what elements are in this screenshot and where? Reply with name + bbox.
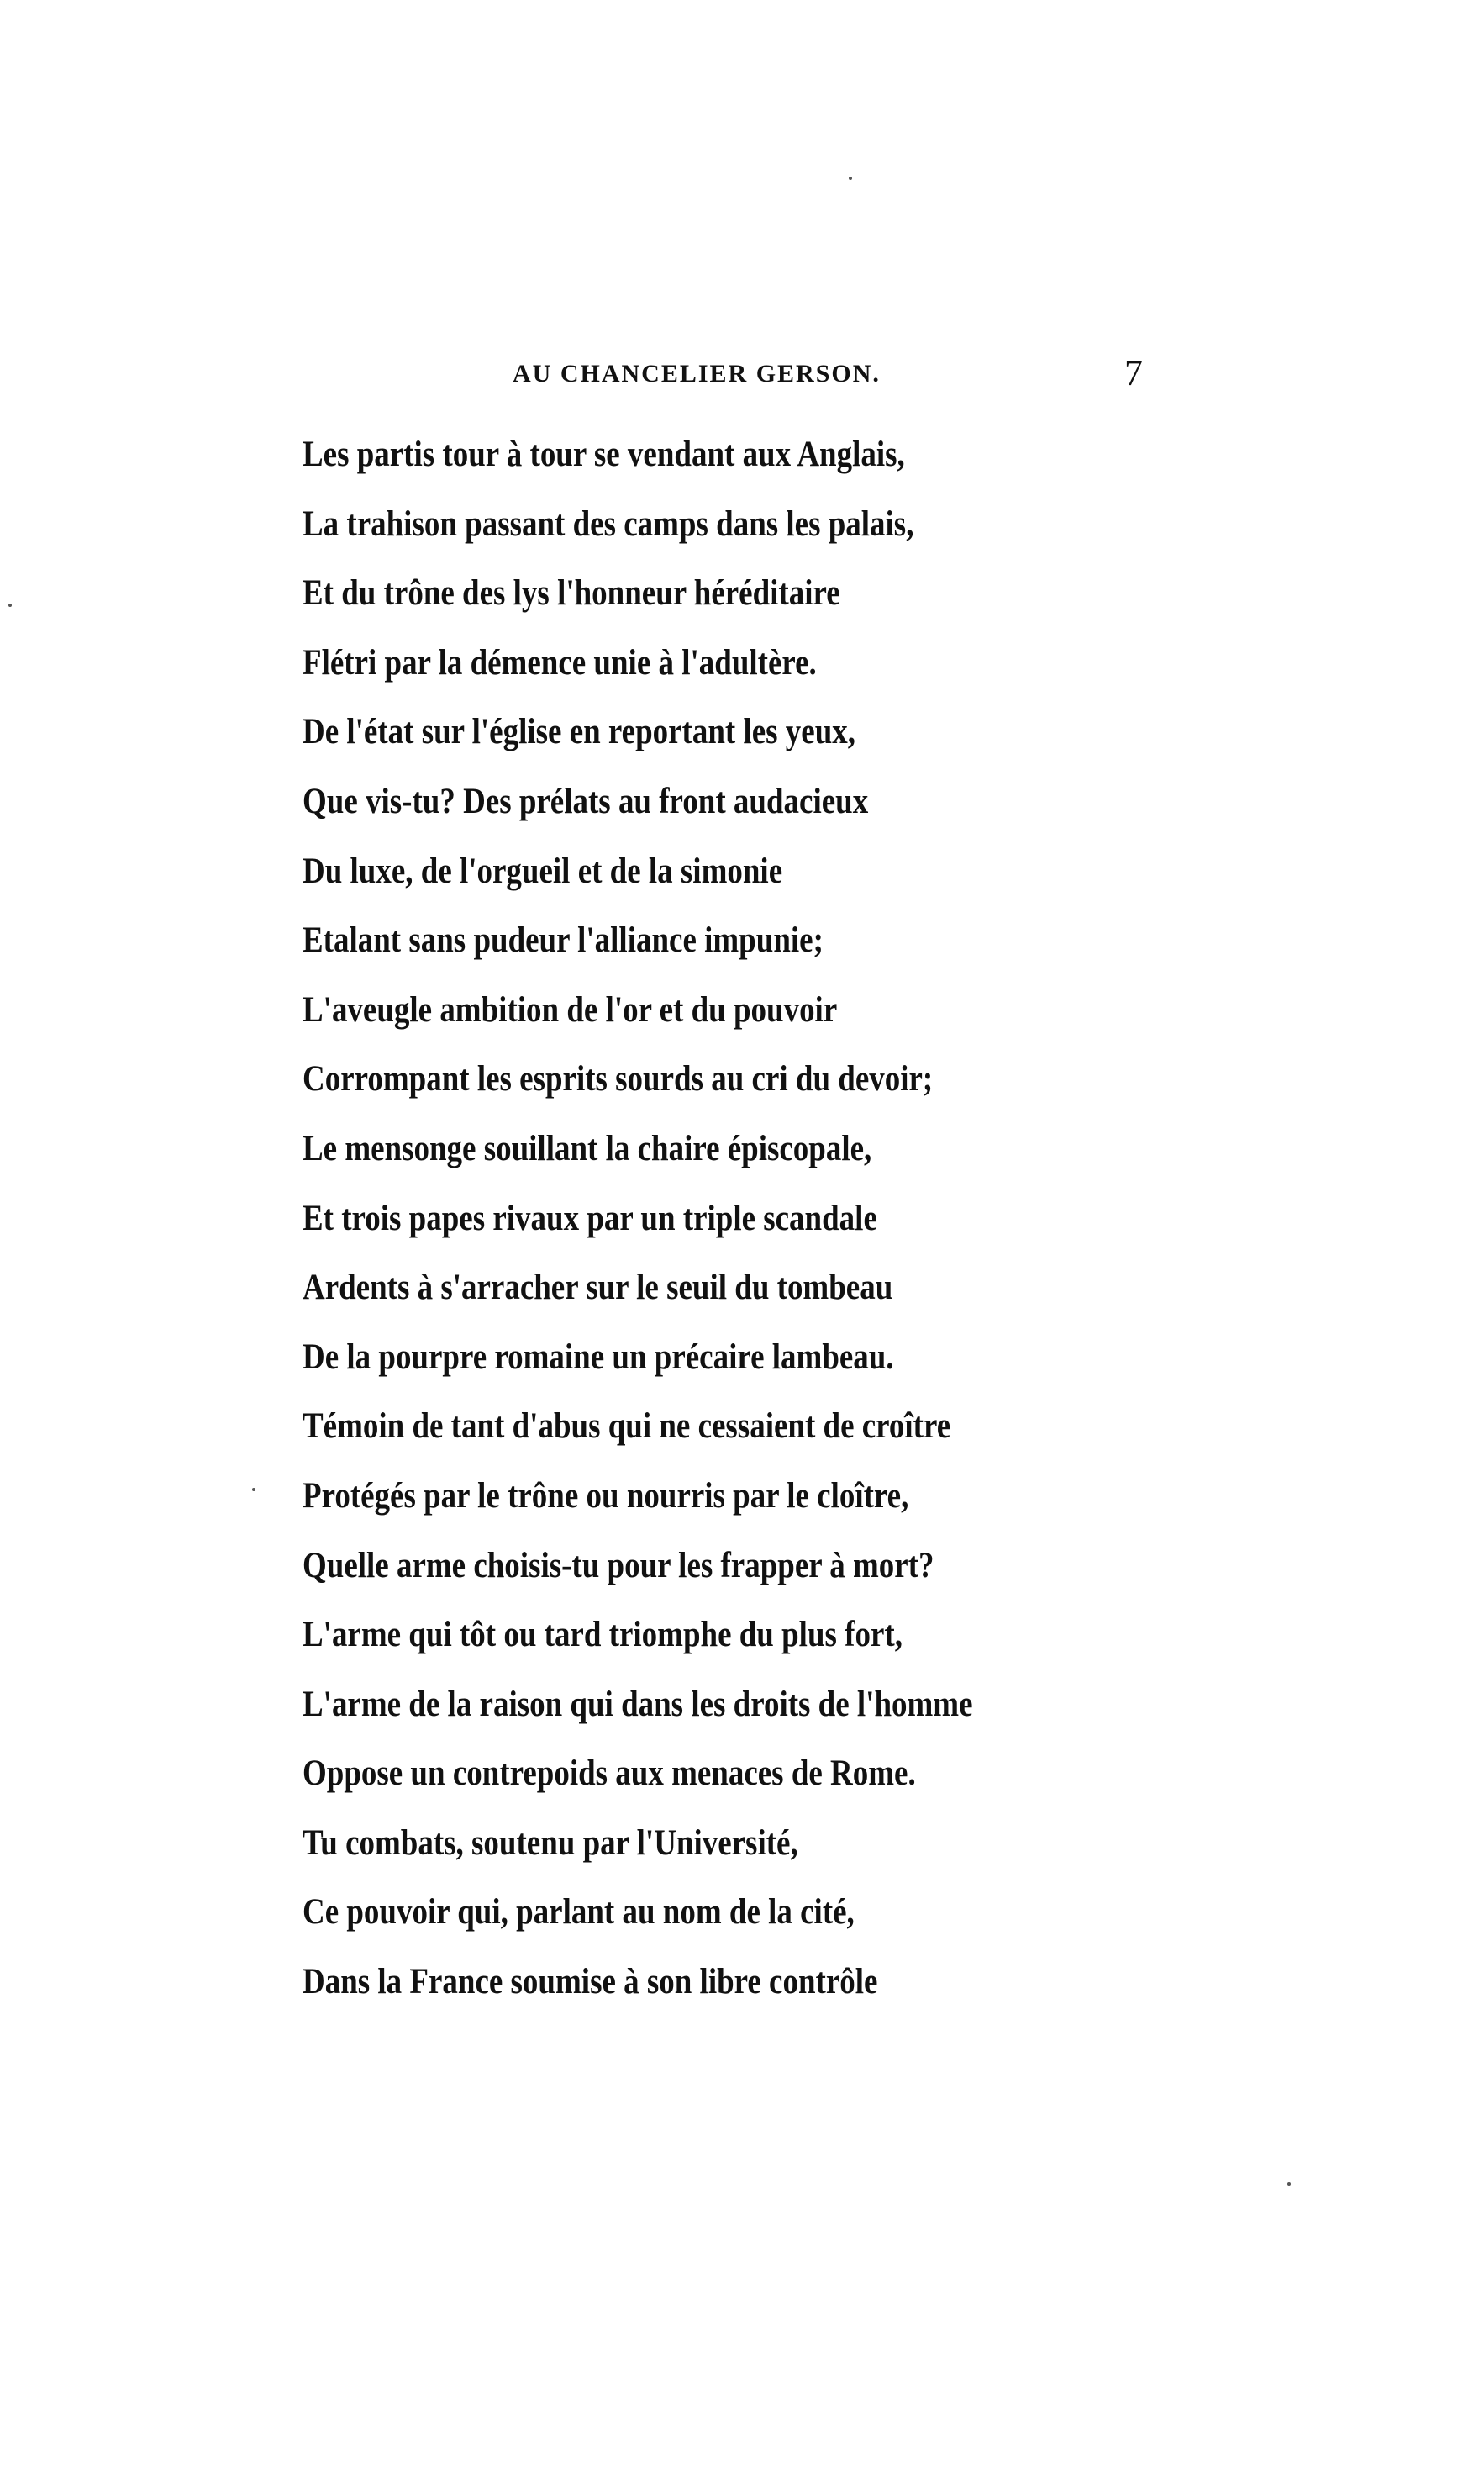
verse-line: La trahison passant des camps dans les palais, (303, 504, 914, 544)
verse-line: Le mensonge souillant la chaire épiscopale, (303, 1128, 872, 1168)
verse-line: Ardents à s'arracher sur le seuil du tombeau (303, 1268, 893, 1308)
verse-line: Tu combats, soutenu par l'Université, (303, 1822, 798, 1863)
verse-line: Et du trône des lys l'honneur héréditaire (303, 573, 840, 614)
verse-line: Que vis-tu? Des prélats au front audacieux (303, 781, 869, 821)
verse-line: Protégés par le trône ou nourris par le cloître, (303, 1475, 909, 1516)
verse-line: Et trois papes rivaux par un triple scandale (303, 1198, 877, 1238)
verse-line: Les partis tour à tour se vendant aux Anglais, (303, 435, 905, 474)
verse-line: Ce pouvoir qui, parlant au nom de la cité, (303, 1892, 855, 1933)
verse-line: Du luxe, de l'orgueil et de la simonie (303, 851, 783, 891)
verse-line: Témoin de tant d'abus qui ne cessaient de croître (303, 1406, 951, 1447)
verse-line: Quelle arme choisis-tu pour les frapper à mort? (303, 1545, 934, 1585)
verse-line: L'aveugle ambition de l'or et du pouvoir (303, 989, 838, 1030)
page-number: 7 (1124, 352, 1143, 393)
verse-line: Dans la France soumise à son libre contrôle (303, 1962, 878, 2002)
verse-line: Corrompant les esprits sourds au cri du devoir; (303, 1059, 934, 1100)
verse-line: L'arme de la raison qui dans les droits de l'homme (303, 1684, 973, 1724)
verse-line: De la pourpre romaine un précaire lambeau. (303, 1337, 894, 1377)
paper-speck (8, 604, 12, 607)
verse-line: Etalant sans pudeur l'alliance impunie; (303, 920, 824, 961)
verse-line: Flétri par la démence unie à l'adultère. (303, 642, 817, 683)
running-title: AU CHANCELIER GERSON. (513, 360, 881, 388)
paper-speck (1287, 2182, 1291, 2186)
verse-block (303, 420, 1143, 2017)
paper-speck (252, 1488, 255, 1491)
verse-line: L'arme qui tôt ou tard triomphe du plus fort, (303, 1615, 903, 1655)
verse-line: De l'état sur l'église en reportant les yeux, (303, 712, 856, 752)
verse-line: Oppose un contrepoids aux menaces de Rome. (303, 1753, 916, 1794)
paper-speck (849, 177, 852, 180)
